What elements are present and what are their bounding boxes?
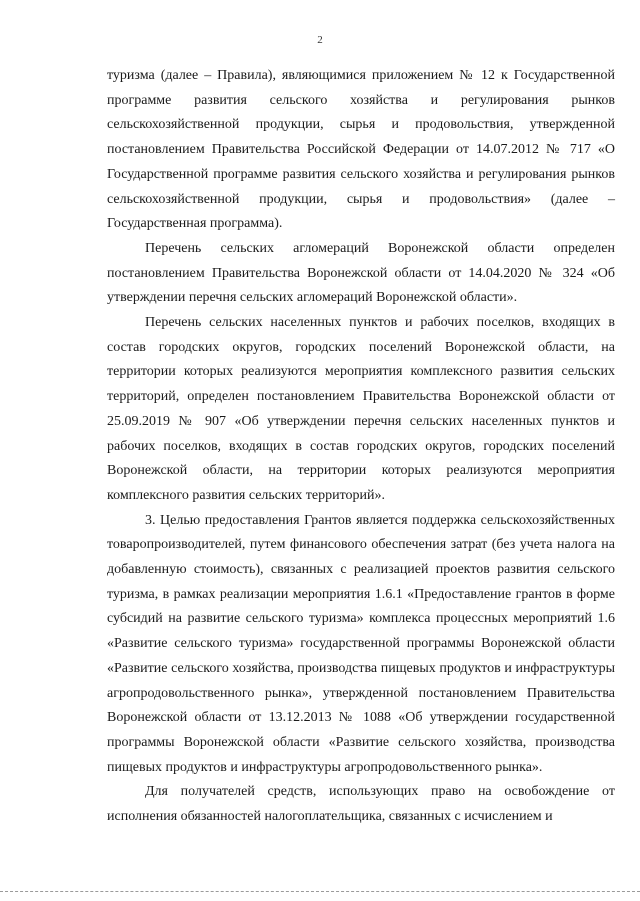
- paragraph-agglomerations-list: Перечень сельских агломераций Воронежской области определен постановлением Правительства Воронежской области от 14.04.2020 № 324 «Об утверждении перечня сельских агломераций Воронежской области».: [107, 240, 615, 306]
- paragraph-settlements-list: Перечень сельских населенных пунктов и рабочих поселков, входящих в состав городских округов, городских поселений Воронежской области, на территории которых реализуются мероприятия комплексного развития сельских территорий, определен постановлением Правительства Воронежской области от 25.09.2019 № 907 «Об утверждении перечня сельских населенных пунктов и рабочих поселков, входящих в состав городских округов, городских поселений Воронежской области, на территории которых реализуются мероприятия комплексного развития сельских территорий».: [107, 315, 615, 503]
- document-body: [107, 64, 615, 830]
- page-bottom-divider: [0, 891, 640, 892]
- paragraph-grant-purpose: 3. Целью предоставления Грантов является поддержка сельскохозяйственных товаропроизводителей, путем финансового обеспечения затрат (без учета налога на добавленную стоимость), связанных с реализацией проектов развития сельского туризма, в рамках реализации мероприятия 1.6.1 «Предоставление грантов в форме субсидий на развитие сельского туризма» комплекса процессных мероприятий 1.6 «Развитие сельского туризма» государственной программы Воронежской области «Развитие сельского хозяйства, производства пищевых продуктов и инфраструктуры агропродовольственного рынка», утвержденной постановлением Правительства Воронежской области от 13.12.2013 № 1088 «Об утверждении государственной программы Воронежской области «Развитие сельского хозяйства, производства пищевых продуктов и инфраструктуры агропродовольственного рынка».: [107, 512, 615, 775]
- paragraph-tax-exemption: Для получателей средств, использующих право на освобождение от исполнения обязанностей налогоплательщика, связанных с исчислением и: [107, 784, 615, 825]
- page-number: 2: [317, 34, 323, 46]
- paragraph-rules-continuation: туризма (далее – Правила), являющимися приложением № 12 к Государственной программе развития сельского хозяйства и регулирования рынков сельскохозяйственной продукции, сырья и продовольствия, утвержденной постановлением Правительства Российской Федерации от 14.07.2012 № 717 «О Государственной программе развития сельского хозяйства и регулирования рынков сельскохозяйственной продукции, сырья и продовольствия» (далее – Государственная программа).: [107, 68, 615, 232]
